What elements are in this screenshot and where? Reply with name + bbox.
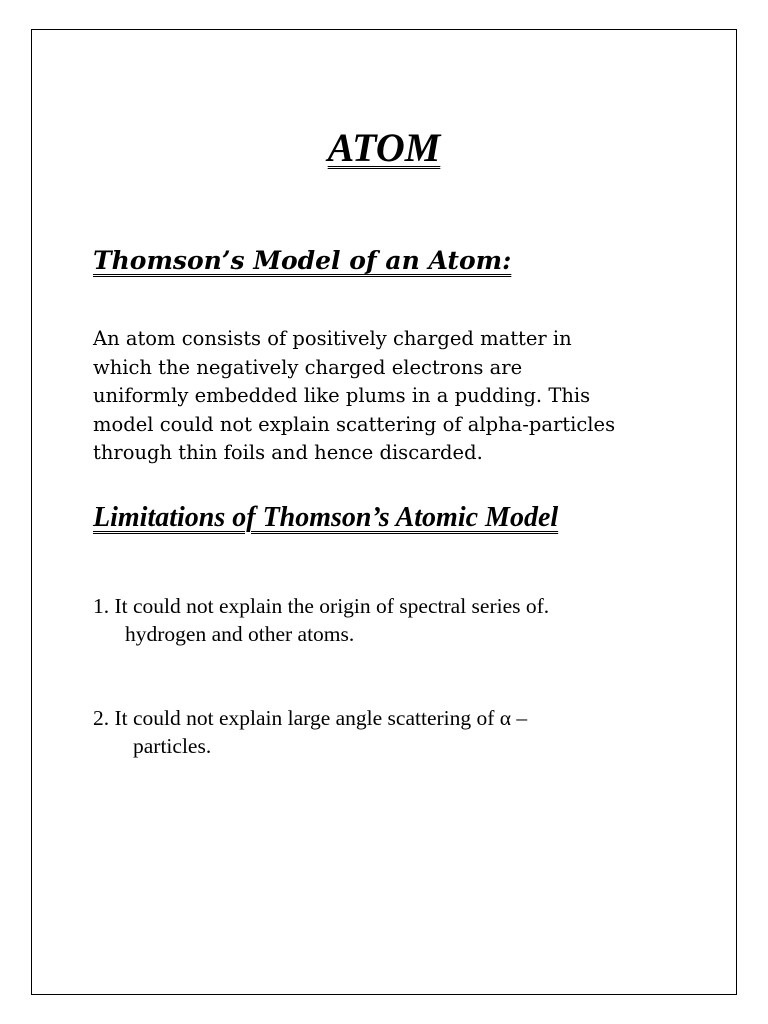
list-item-line: 2. It could not explain large angle scattering of α – — [93, 706, 528, 730]
paragraph-line: An atom consists of positively charged matter in — [93, 327, 572, 350]
list-item — [93, 704, 527, 760]
page-title — [0, 124, 768, 171]
section-heading-text: Thomson’s Model of an Atom: — [93, 246, 512, 275]
list-item-continuation: hydrogen and other atoms. — [125, 622, 355, 646]
section-heading-limitations — [93, 502, 558, 534]
section-heading-text: Limitations of Thomson’s Atomic Model — [93, 502, 559, 533]
paragraph-line: through thin foils and hence discarded. — [93, 441, 483, 465]
section-heading-thomson-model — [93, 246, 511, 275]
thomson-model-paragraph — [93, 325, 693, 468]
page-title-text: ATOM — [327, 125, 441, 170]
paragraph-line: model could not explain scattering of alpha-particles — [93, 412, 616, 436]
paragraph-line: which the negatively charged electrons are — [93, 355, 523, 379]
list-item-continuation: particles. — [133, 734, 212, 758]
list-item — [93, 592, 549, 648]
paragraph-line: uniformly embedded like plums in a pudding. This — [93, 384, 591, 408]
list-item-line: 1. It could not explain the origin of spectral series of. — [93, 594, 550, 618]
